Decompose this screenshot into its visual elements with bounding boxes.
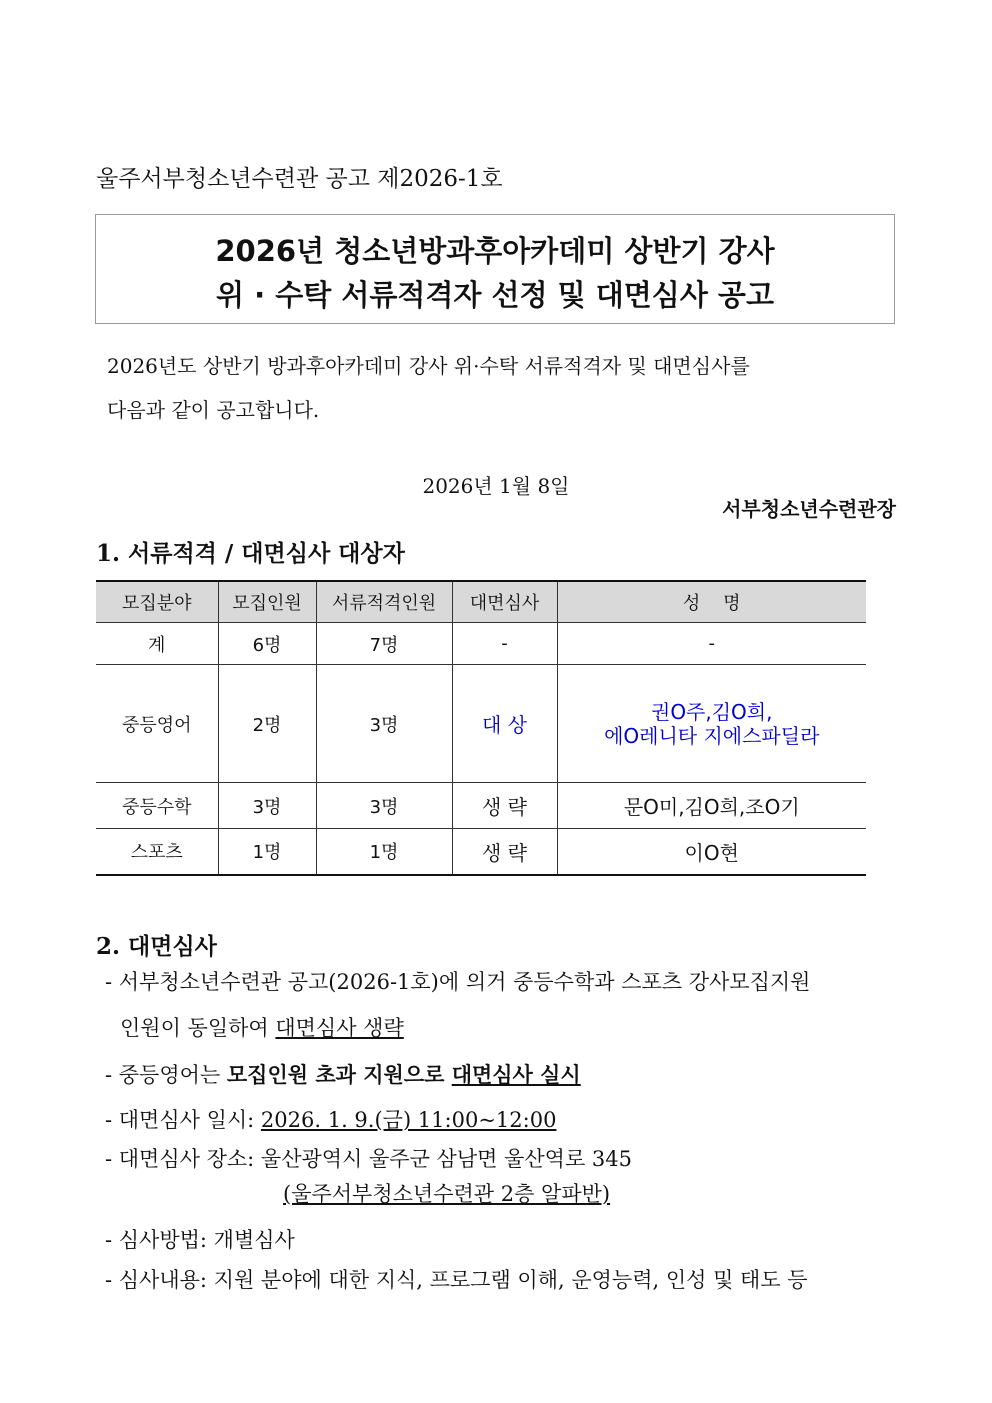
cell-recruit: 6명 <box>218 623 316 665</box>
notice-date: 2026년 1월 8일 <box>422 474 570 498</box>
bullet-3-text: - 대면심사 일시: <box>105 1108 261 1132</box>
cell-interview: - <box>452 623 557 665</box>
intro-line-1: 2026년도 상반기 방과후아카데미 강사 위·수탁 서류적격자 및 대면심사를 <box>107 354 750 378</box>
cell-recruit: 3명 <box>218 783 316 829</box>
bullet-2 <box>105 1059 581 1089</box>
cell-interview: 생 략 <box>452 783 557 829</box>
section-1-heading: 1. 서류적격 / 대면심사 대상자 <box>96 540 405 567</box>
cell-names: 문O미,김O희,조O기 <box>557 783 866 829</box>
table-row <box>96 829 866 875</box>
cell-names <box>557 665 866 783</box>
bullet-2-text: - 중등영어는 <box>105 1063 227 1087</box>
bullet-6: - 심사내용: 지원 분야에 대한 지식, 프로그램 이해, 운영능력, 인성 및 태도 등 <box>105 1268 808 1292</box>
header-qualified: 서류적격인원 <box>316 581 452 623</box>
cell-qualified: 7명 <box>316 623 452 665</box>
cell-names: - <box>557 623 866 665</box>
header-recruit: 모집인원 <box>218 581 316 623</box>
intro-line-2: 다음과 같이 공고합니다. <box>107 398 320 422</box>
cell-qualified: 1명 <box>316 829 452 875</box>
table-row <box>96 665 866 783</box>
header-field: 모집분야 <box>96 581 218 623</box>
cell-recruit: 1명 <box>218 829 316 875</box>
bullet-4-line-2: (울주서부청소년수련관 2층 알파반) <box>283 1182 611 1206</box>
cell-recruit: 2명 <box>218 665 316 783</box>
names-line-1: 권O주,김O희, <box>651 699 773 724</box>
cell-qualified: 3명 <box>316 665 452 783</box>
title-box <box>95 214 895 324</box>
table-row <box>96 623 866 665</box>
cell-interview: 생 략 <box>452 829 557 875</box>
notice-number: 울주서부청소년수련관 공고 제2026-1호 <box>96 166 503 192</box>
table-row <box>96 783 866 829</box>
cell-field: 중등영어 <box>96 665 218 783</box>
title-line-1: 2026년 청소년방과후아카데미 상반기 강사 <box>215 234 775 268</box>
cell-interview: 대 상 <box>452 665 557 783</box>
bullet-2-bold-underlined: 대면심사 실시 <box>451 1062 581 1087</box>
bullet-5: - 심사방법: 개별심사 <box>105 1228 295 1252</box>
section-2-heading: 2. 대면심사 <box>96 933 217 960</box>
bullet-4: - 대면심사 장소: 울산광역시 울주군 삼남면 울산역로 345 <box>105 1147 632 1171</box>
bullet-1-text: 인원이 동일하여 <box>120 1016 276 1040</box>
header-interview: 대면심사 <box>452 581 557 623</box>
cell-names: 이O현 <box>557 829 866 875</box>
table-header-row <box>96 581 866 623</box>
applicant-table <box>96 580 866 876</box>
bullet-3-underlined: 2026. 1. 9.(금) 11:00~12:00 <box>260 1108 557 1132</box>
header-names: 성 명 <box>557 581 866 623</box>
bullet-1-line-2 <box>120 1012 404 1042</box>
signer: 서부청소년수련관장 <box>722 497 896 521</box>
cell-field: 계 <box>96 623 218 665</box>
bullet-2-bold: 모집인원 초과 지원으로 <box>226 1062 452 1087</box>
cell-field: 중등수학 <box>96 783 218 829</box>
cell-field: 스포츠 <box>96 829 218 875</box>
names-line-2: 에O레니타 지에스파딜라 <box>604 723 820 748</box>
title-line-2: 위 · 수탁 서류적격자 선정 및 대면심사 공고 <box>216 278 774 312</box>
bullet-3 <box>105 1104 556 1134</box>
bullet-1-line-1: - 서부청소년수련관 공고(2026-1호)에 의거 중등수학과 스포츠 강사모집지원 <box>105 970 811 994</box>
bullet-1-underlined: 대면심사 생략 <box>275 1016 404 1040</box>
cell-qualified: 3명 <box>316 783 452 829</box>
